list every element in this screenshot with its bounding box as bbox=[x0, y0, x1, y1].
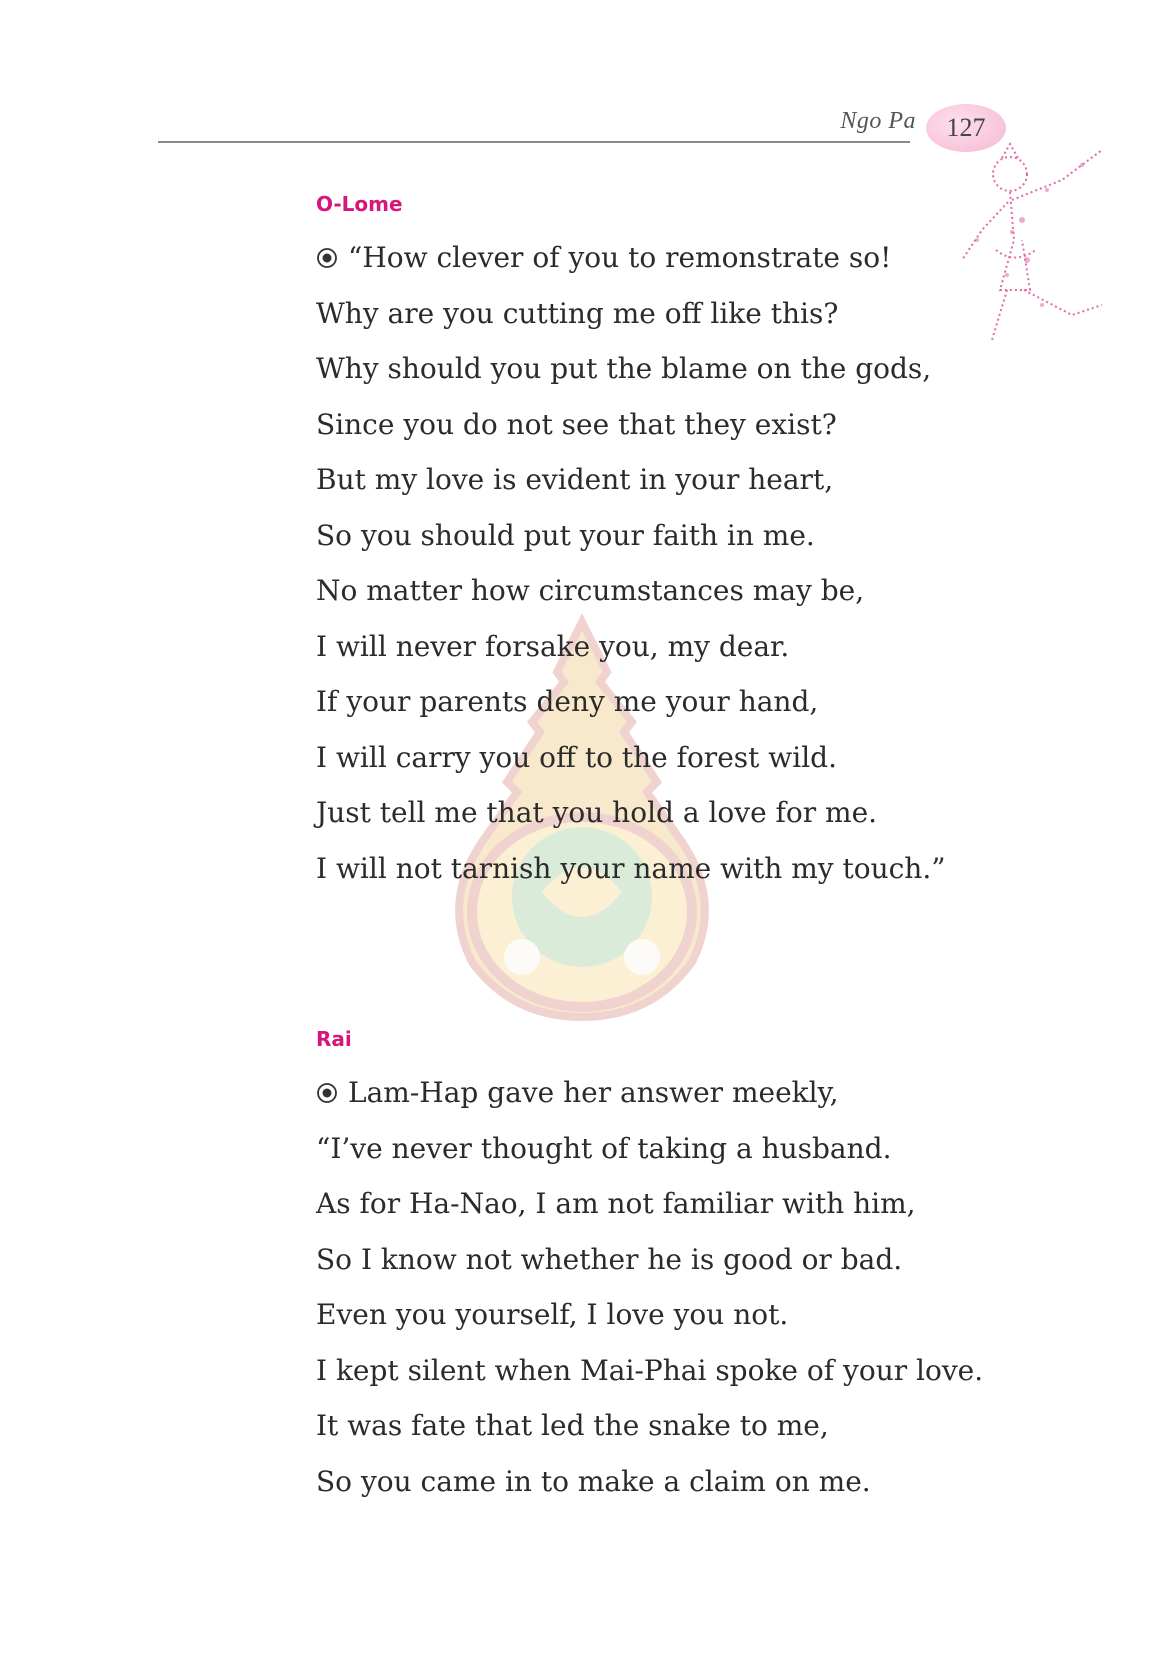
running-title: Ngo Pa bbox=[840, 108, 916, 134]
verse-line bbox=[316, 230, 946, 286]
page-number: 127 bbox=[946, 113, 986, 142]
verse-line: If your parents deny me your hand, bbox=[316, 685, 819, 718]
verse-line: I will carry you off to the forest wild. bbox=[316, 740, 837, 774]
verse-line-text: Lam-Hap gave her answer meekly, bbox=[348, 1076, 839, 1109]
dancer-illustration-icon bbox=[952, 140, 1122, 350]
verse-line: So you should put your faith in me. bbox=[316, 518, 815, 552]
verse-line: I will not tarnish your name with my touch.” bbox=[316, 851, 946, 885]
verse-line bbox=[316, 1065, 983, 1121]
verse-line: Just tell me that you hold a love for me. bbox=[316, 796, 878, 829]
verse-line: “I’ve never thought of taking a husband. bbox=[316, 1131, 892, 1165]
verse-line: Since you do not see that they exist? bbox=[316, 407, 837, 441]
header-rule bbox=[158, 141, 910, 143]
verse-line: Even you yourself, I love you not. bbox=[316, 1298, 789, 1331]
verse-stanza-1 bbox=[316, 230, 946, 896]
circled-dot-bullet-icon bbox=[316, 247, 338, 269]
verse-line: I kept silent when Mai-Phai spoke of your love. bbox=[316, 1353, 984, 1387]
verse-line: So I know not whether he is good or bad. bbox=[316, 1242, 903, 1276]
verse-line: Why are you cutting me off like this? bbox=[316, 296, 839, 330]
verse-line: Why should you put the blame on the gods, bbox=[316, 352, 932, 385]
verse-line-text: “How clever of you to remonstrate so! bbox=[348, 241, 892, 274]
verse-line: As for Ha-Nao, I am not familiar with him, bbox=[316, 1187, 916, 1220]
verse-line: No matter how circumstances may be, bbox=[316, 574, 865, 607]
verse-line: But my love is evident in your heart, bbox=[316, 463, 834, 496]
verse-line: So you came in to make a claim on me. bbox=[316, 1464, 871, 1498]
speaker-heading-o-lome: O-Lome bbox=[316, 192, 403, 216]
verse-line: I will never forsake you, my dear. bbox=[316, 629, 790, 663]
verse-stanza-2 bbox=[316, 1065, 983, 1509]
circled-dot-bullet-icon bbox=[316, 1082, 338, 1104]
speaker-heading-rai: Rai bbox=[316, 1027, 352, 1051]
verse-line: It was fate that led the snake to me, bbox=[316, 1409, 829, 1442]
